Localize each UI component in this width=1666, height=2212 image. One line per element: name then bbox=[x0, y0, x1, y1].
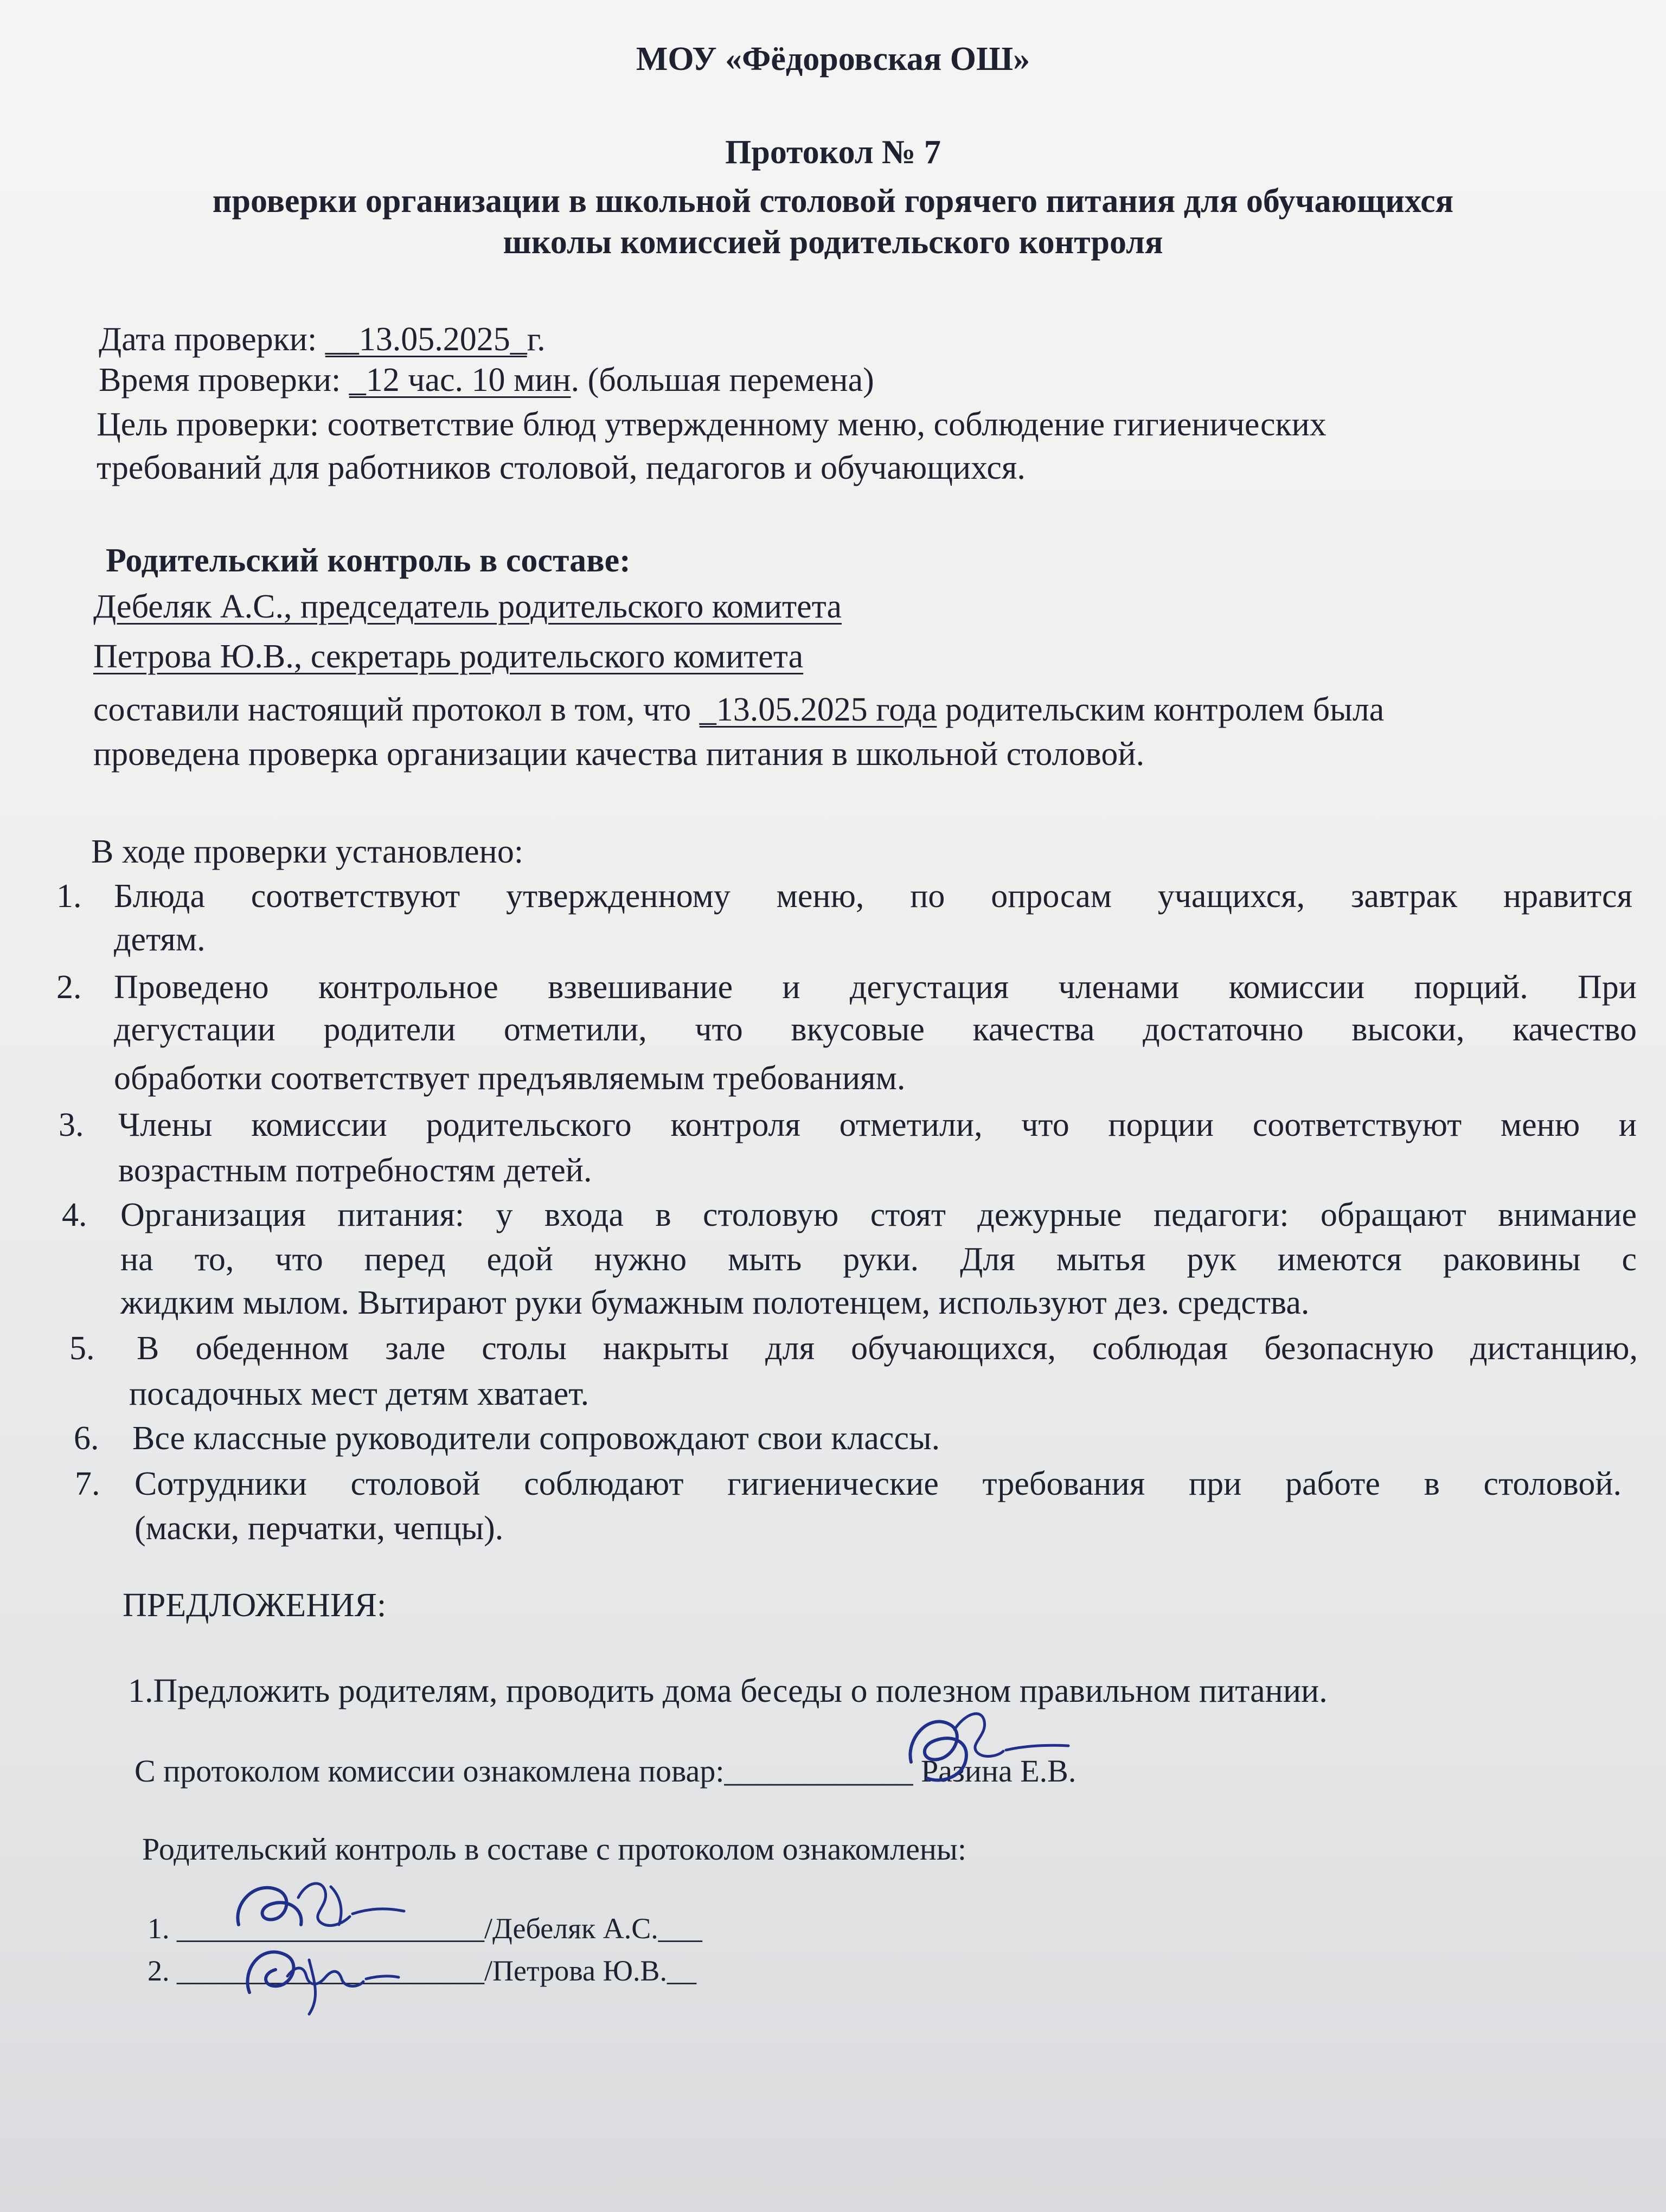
cook-line-pre: С протоколом комиссии ознакомлена повар: bbox=[134, 1753, 725, 1789]
protocol-subtitle-line2: школы комиссией родительского контроля bbox=[503, 224, 1163, 261]
sign1-number: 1. bbox=[148, 1912, 177, 1945]
finding-7-number: 7. bbox=[75, 1465, 100, 1502]
finding-3-number: 3. bbox=[59, 1107, 84, 1143]
protocol-title: Протокол № 7 bbox=[725, 134, 941, 171]
finding-4-number: 4. bbox=[62, 1197, 87, 1233]
inspection-date-line bbox=[99, 323, 546, 356]
statement-date: _13.05.2025 года bbox=[699, 691, 937, 728]
school-name: МОУ «Фёдоровская ОШ» bbox=[636, 41, 1030, 78]
sign1-name: /Дебеляк А.С.___ bbox=[484, 1912, 702, 1945]
inspection-goal-line1: Цель проверки: соответствие блюд утвержденному меню, соблюдение гигиенических bbox=[97, 406, 1327, 443]
commission-member-1: Дебеляк А.С., председатель родительского комитета bbox=[93, 588, 842, 625]
proposals-heading: ПРЕДЛОЖЕНИЯ: bbox=[123, 1587, 387, 1624]
commission-statement-line1 bbox=[93, 693, 1384, 726]
findings-heading: В ходе проверки установлено: bbox=[91, 833, 524, 870]
finding-3-line1: Члены комиссии родительского контроля отметили, что порции соответствуют меню и bbox=[118, 1107, 1637, 1143]
finding-2-number: 2. bbox=[56, 969, 82, 1006]
statement-post: родительским контролем была bbox=[937, 691, 1385, 728]
finding-7-line1: Сотрудники столовой соблюдают гигиенические требования при работе в столовой. bbox=[134, 1465, 1622, 1502]
finding-1-number: 1. bbox=[56, 878, 82, 915]
finding-1-line2: детям. bbox=[114, 921, 206, 958]
finding-4-line3: жидким мылом. Вытирают руки бумажным полотенцем, используют дез. средства. bbox=[120, 1284, 1310, 1321]
finding-1-line1: Блюда соответствуют утвержденному меню, по опросам учащихся, завтрак нравится bbox=[114, 878, 1632, 915]
finding-4-line1: Организация питания: у входа в столовую стоят дежурные педагоги: обращают внимание bbox=[120, 1197, 1637, 1233]
finding-2-line3: обработки соответствует предъявляемым требованиям. bbox=[114, 1060, 906, 1097]
finding-5-line1: В обеденном зале столы накрыты для обучающихся, соблюдая безопасную дистанцию, bbox=[137, 1330, 1638, 1367]
inspection-time-line bbox=[99, 363, 874, 397]
date-value: __13.05.2025_ bbox=[325, 321, 527, 358]
parents-acknowledgement-heading: Родительский контроль в составе с протоколом ознакомлены: bbox=[142, 1831, 966, 1867]
sign2-name: /Петрова Ю.В.__ bbox=[484, 1954, 696, 1987]
finding-6-line1: Все классные руководители сопровождают свои классы. bbox=[132, 1420, 940, 1457]
finding-4-line2: на то, что перед едой нужно мыть руки. Для мытья рук имеются раковины с bbox=[120, 1241, 1637, 1278]
time-value: _12 час. 10 мин bbox=[349, 362, 571, 398]
commission-heading: Родительский контроль в составе: bbox=[106, 542, 631, 579]
commission-statement-line2: проведена проверка организации качества питания в школьной столовой. bbox=[93, 736, 1145, 773]
finding-3-line2: возрастным потребностям детей. bbox=[118, 1152, 592, 1189]
finding-6-number: 6. bbox=[74, 1420, 99, 1457]
statement-pre: составили настоящий протокол в том, что bbox=[93, 691, 700, 728]
petrova-handwritten-signature bbox=[228, 1927, 401, 2020]
proposal-1: 1.Предложить родителям, проводить дома беседы о полезном правильном питании. bbox=[128, 1673, 1328, 1709]
date-label: Дата проверки: bbox=[99, 321, 325, 358]
cook-name: Разина Е.В. bbox=[913, 1753, 1077, 1789]
finding-5-number: 5. bbox=[69, 1330, 95, 1367]
finding-7-line2: (маски, перчатки, чепцы). bbox=[134, 1510, 504, 1547]
sign1-blank: _____________________ bbox=[177, 1912, 484, 1945]
finding-2-line1: Проведено контрольное взвешивание и дегустация членами комиссии порций. При bbox=[114, 969, 1637, 1006]
time-label: Время проверки: bbox=[99, 362, 349, 398]
sign2-number: 2. bbox=[148, 1954, 177, 1987]
finding-5-line2: посадочных мест детям хватает. bbox=[129, 1375, 589, 1412]
finding-2-line2: дегустации родители отметили, что вкусовые качества достаточно высоки, качество bbox=[114, 1011, 1637, 1048]
cook-signature-blank: ____________ bbox=[724, 1753, 913, 1789]
date-suffix: г. bbox=[527, 321, 546, 358]
commission-member-2: Петрова Ю.В., секретарь родительского комитета bbox=[93, 638, 804, 675]
protocol-subtitle-line1: проверки организации в школьной столовой горячего питания для обучающихся bbox=[212, 183, 1454, 220]
inspection-goal-line2: требований для работников столовой, педагогов и обучающихся. bbox=[97, 449, 1026, 486]
time-suffix: . (большая перемена) bbox=[571, 362, 874, 398]
cook-handwritten-signature bbox=[889, 1692, 1074, 1800]
sign2-blank: _____________________ bbox=[177, 1954, 484, 1987]
